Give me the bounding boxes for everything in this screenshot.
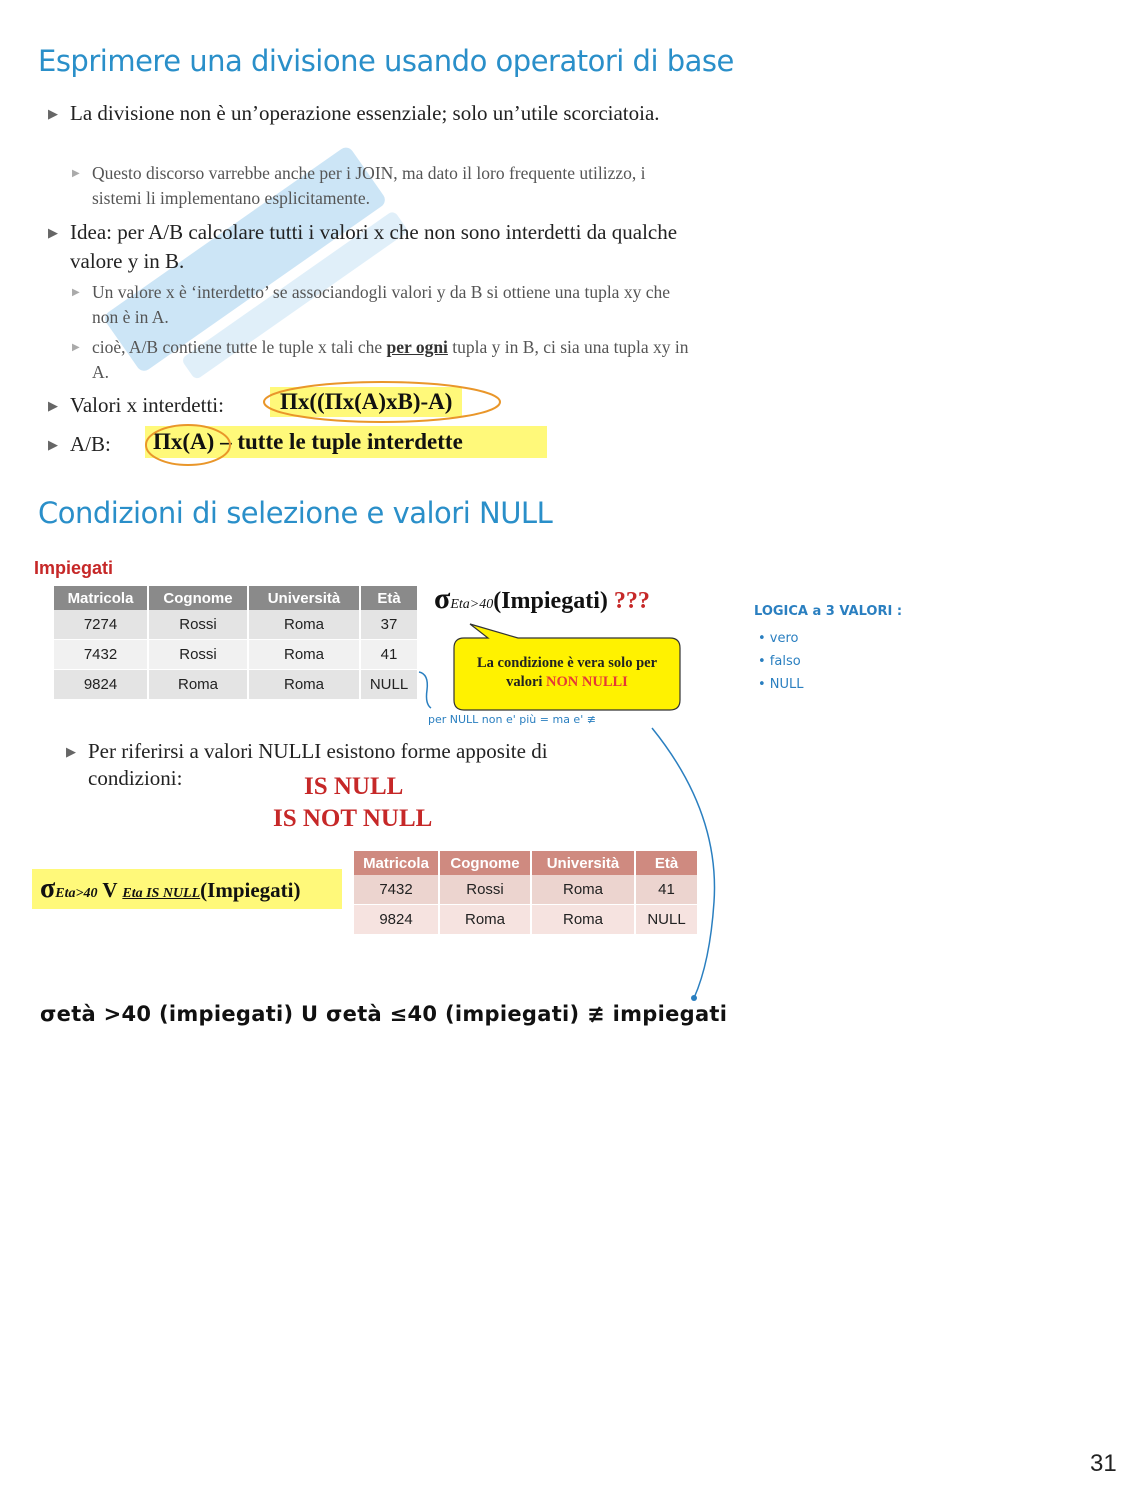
table-row: 9824 Roma Roma NULL [54,670,418,700]
keyword-is-null: IS NULL [304,773,404,800]
keyword-is-not-null: IS NOT NULL [273,805,433,832]
bullet-arrow-icon: ▶ [48,106,58,121]
handwritten-formula: σetà >40 (impiegati) U σetà ≤40 (impiegati) ≢ impiegati [40,1002,728,1026]
bullet-arrow-icon: ▶ [72,168,80,179]
subbullet-interdetto: ▶ Un valore x è ‘interdetto’ se associandogli valori y da B si ottiene una tupla xy che non è in A. [72,282,670,327]
list-item: • vero [758,631,799,646]
handwritten-null-note: per NULL non e' più = ma e' ≢ [428,713,596,726]
bullet-idea: ▶ Idea: per A/B calcolare tutti i valori x che non sono interdetti da qualche valore y in B. [48,220,678,273]
section-title-null: Condizioni di selezione e valori NULL [38,496,553,530]
bullet-division-not-essential: ▶ La divisione non è un’operazione essenziale; solo un’utile scorciatoia. [70,99,670,128]
callout-text: La condizione è vera solo per valori NON NULLI [476,655,658,690]
hand-arrow-annotation [640,722,730,1012]
subbullet-per-ogni: ▶ cioè, A/B contiene tutte le tuple x tali che per ogni tupla y in B, ci sia una tupla xy in A. [72,337,689,382]
query-select-or-null: σEta>40 V Eta IS NULL(Impiegati) [32,869,342,909]
formula-valori-interdetti: Πx((Πx(A)xB)-A) [270,387,462,417]
column-header: Matricola [354,851,439,875]
column-header: Cognome [148,586,248,610]
subbullet-join: ▶ Questo discorso varrebbe anche per i JOIN, ma dato il loro frequente utilizzo, i sistemi li implementano esplicitamente. [72,163,646,208]
hand-circle-annotation [143,422,235,470]
table-row: 9824 Roma Roma NULL [354,905,698,935]
list-item: • falso [758,654,801,669]
column-header: Università [531,851,635,875]
bullet-null-conditions: ▶ Per riferirsi a valori NULLI esistono forme apposite di condizioni: [66,739,548,790]
handwritten-logic-values [758,627,804,696]
bullet-arrow-icon: ▶ [66,744,76,759]
table-caption: Impiegati [34,558,114,578]
list-item: • NULL [758,677,804,692]
formula-ab: Πx(A) – tutte le tuple interdette [145,426,547,458]
hand-circle-annotation [258,378,508,426]
bullet-arrow-icon: ▶ [48,437,58,452]
hand-bracket-annotation [417,668,437,712]
bullet-arrow-icon: ▶ [48,225,58,240]
bullet-valori-interdetti: ▶ Valori x interdetti: [70,391,224,420]
query-select-eta40: σEta>40(Impiegati) ??? [434,582,650,615]
section-title-division: Esprimere una divisione usando operatori di base [38,44,734,78]
table-row: 7274 Rossi Roma 37 [54,610,418,640]
bullet-arrow-icon: ▶ [72,342,80,353]
column-header: Matricola [54,586,148,610]
emphasis-per-ogni: per ogni [386,337,448,357]
bullet-arrow-icon: ▶ [48,398,58,413]
column-header: Età [360,586,418,610]
column-header: Cognome [439,851,531,875]
handwritten-logic-title: LOGICA a 3 VALORI : [754,604,903,619]
impiegati-table [54,586,419,700]
column-header: Università [248,586,360,610]
table-row: 7432 Rossi Roma 41 [354,875,698,905]
bullet-arrow-icon: ▶ [72,287,80,298]
column-header: Età [635,851,698,875]
bullet-ab: ▶ A/B: [70,430,111,459]
table-row: 7432 Rossi Roma 41 [54,640,418,670]
page-number: 31 [1090,1450,1117,1477]
